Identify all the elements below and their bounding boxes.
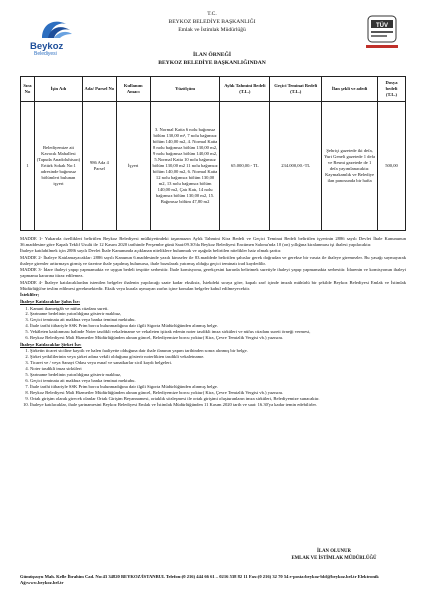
article-2: MADDE 2- İhaleye Katılamayacaklar: 2886 sayılı Kanunun 6.maddesinde yazılı kimseler ile 83.maddede belirtilen şahıslar gerek doğrudan ve gerekse bir vasıta ile ihaleye giremezler. Bu yasağı saymayarak ihaleye girenler arttırmaya girmiş ve üzerine ihale yapılmış bulunursa, ihale bozularak yatırmış olduğu geçici teminatı irad kaydedilir. <box>20 254 406 266</box>
col-header-fee: Dosya bedeli (T.L.) <box>378 77 406 102</box>
beykoz-logo-mark-icon <box>20 14 90 44</box>
header-text <box>100 10 324 34</box>
col-header-announce: İlan şekli ve adedi <box>322 77 378 102</box>
signature-block <box>264 548 404 562</box>
list-item: 10. İhaleye katılacaklar, ihale şartnamesini Beykoz Belediyesi Emlak ve İstimlak Müdürlüğünden 11 Kasım 2020 tarih ve saat: 16.30'ya kadar temin edebilirler. <box>30 402 406 408</box>
signature-line-announce: İLAN OLUNUR <box>317 549 351 554</box>
certification-badge <box>360 12 404 52</box>
col-header-area: Yüzölçüm <box>150 77 220 102</box>
cell-fee: 500,00 <box>378 102 406 231</box>
list-item: 2. Şartname bedelinin yatırıldığına gösterir makbuz, <box>30 311 406 317</box>
list-item: 3. Ticaret ve / veya Sanayi Odası veya esnaf ve sanatkarlar sicil kaydı belgeleri. <box>30 360 406 366</box>
list-item: 4. Noter tasdikli imza sirküleri <box>30 366 406 372</box>
notice-subtitle: BEYKOZ BELEDİYE BAŞKANLIĞINDAN <box>158 60 266 66</box>
notice-body <box>20 236 406 408</box>
cell-monthly: 65.000,00.- TL <box>220 102 270 231</box>
col-header-work: İşin Adı <box>34 77 82 102</box>
list-item: 7. İhale tarihi itibariyle SSK Prim borcu bulunmadığına dair ilgili Sigorta Müdürlüğünden alınmış belge. <box>30 384 406 390</box>
article-3: MADDE 3- İdare ihaleyi yapıp yapmamakta ve uygun bedeli tespitte serbesttir. İhale komisyonu, gerekçesini kararda belirtmek suretiyle ihaleyi yapıp yapmamakta serbesttir. İdarenin ve komisyonun ihaleyi yapmama kararına itiraz edilemez. <box>20 267 406 279</box>
cell-area: 3. Normal Katta 6 nolu bağımsız bölüm 130,00 m², 7 nolu bağımsız bölüm 140,00 m2, 4. Normal Katta 8 nolu bağımsız bölüm 130,00 m2, 9 nolu bağımsız bölüm 140,00 m2, 5.Normal Katta 10 nolu bağımsız bölüm 130,00 m2 11 nolu bağımsız bölüm 140,00 m2, 6. Normal Katta 12 nolu bağımsız bölüm 130,00 m2, 13 nolu bağımsız bölüm 140,00 m2, Çatı Katı, 14 nolu bağımsız bölüm 130,00 m2, 15. Bağımsız bölüm 47,80 m2 <box>150 102 220 231</box>
header-line-department: Emlak ve İstimlak Müdürlüğü <box>178 27 246 33</box>
company-list <box>20 348 406 407</box>
header-line-tc: T.C. <box>207 11 217 17</box>
list-item: 9. Ortak girişim olarak girecek olanlar Ortak Girişim Beyannamesi, ortaklık sözleşmesi ile ortak girişimi oluşturanların imza sirküleri, Belediyemize sunacaktır. <box>30 396 406 402</box>
article-4: MADDE 4- İhaleye katılacaklardan istenilen belgeler ihalenin yapılacağı saate kadar eksiksiz, İstekdeki sıraya göre, kapalı zarf içinde imzalı mühürlü bir şekilde Beykoz Belediyesi Emlak ve İstimlak Müdürlüğü'ne teslim edilmesi gerekmektedir. Eksik veya kurala uymayan zarfın içine konulan belgeler kabul edilmeyecektir. <box>20 279 406 291</box>
list-item: 6. Beykoz Belediyesi Mali Hizmetler Müdürlüğünden alınan güncel, Belediyemize borcu yoktur( Kira, Çevre Temizlik Vergisi vb.) yazısını. <box>30 335 406 341</box>
cell-guarantee: 234.000,00.-TL <box>270 102 322 231</box>
list-item: 4. İhale tarihi itibariyle SSK Prim borcu bulunmadığına dair ilgili Sigorta Müdürlüğünden alınmış belge. <box>30 323 406 329</box>
individuals-list <box>20 306 406 341</box>
list-item: 5. Şartname bedelinin yatırıldığına gösterir makbuz, <box>30 372 406 378</box>
certification-badge-icon <box>360 12 404 52</box>
col-header-no: Sıra No <box>21 77 35 102</box>
cell-work: Belediyemize ait Kavacık Mahallesi (Tapuda Anadoluhisarı) Ertürk Sokak No:1 adresinde bağımsız bölümleri bulunan işyeri <box>34 102 82 231</box>
col-header-parcel: Ada/ Parsel No <box>82 77 116 102</box>
list-item: 5. Vekâleten katılınması halinde Noter tasdikli vekaletname ve vekaleten iştirak edenin noter tasdikli imza sirküleri ve nüfus cüzdanı sureti örneği vermesi, <box>30 329 406 335</box>
cell-parcel: 986 Ada 4 Parsel <box>82 102 116 231</box>
notice-title: İLAN ÖRNEĞİ <box>192 52 232 58</box>
article-1-note: İhaleye katılabilmek için 2886 sayılı Devlet İhale Kanununda açıklanan niteliklere bulunmak ve aşağıda belirtilen nitelikler haiz olmak şarttır. <box>20 248 282 254</box>
cell-announce: Şehriçi gazetede iki defa, Yurt Geneli gazetede 1 defa ve Resmi gazetede de 1 defa yayımlanacaktır. Kaymakamlık ve Belediye ilan panosunda bir hafta <box>322 102 378 231</box>
individuals-title: İhaleye Katılacaklar Şahıs İse: <box>20 299 81 305</box>
header-line-municipality: BEYKOZ BELEDİYE BAŞKANLIĞI <box>168 19 256 25</box>
bidders-label: İstekliler; <box>20 292 40 298</box>
list-item: 6. Geçici teminata ait makbuz veya banka teminat mektubu. <box>30 378 406 384</box>
signature-line-department: EMLAK VE İSTİMLAK MÜDÜRLÜĞÜ <box>291 556 377 561</box>
cert-text: TÜV <box>376 23 388 29</box>
list-item: 2. Şirket yetkililerinin veya şirket adına vekili olduğuna gösterir noterlikten tasdikli vekaletname. <box>30 354 406 360</box>
cell-purpose: İşyeri <box>116 102 150 231</box>
list-item: 1. Kanuni ikametgâh ve nüfus cüzdanı sureti. <box>30 306 406 312</box>
col-header-guarantee: Geçici Teminat Bedeli (T.L.) <box>270 77 322 102</box>
company-title: İhaleye Katılacaklar Şirket İse: <box>20 341 82 347</box>
list-item: 3. Geçici teminata ait makbuz veya banka teminat mektubu. <box>30 317 406 323</box>
logo-sub-text: Belediyesi <box>34 51 57 57</box>
col-header-monthly: Aylık Tahmini Bedeli (T.L.) <box>220 77 270 102</box>
tender-table <box>20 76 406 231</box>
table-header-row <box>21 77 406 102</box>
article-1: MADDE 1- Yukarıda özellikleri belirtilen Beykoz Belediyesi mülkiyetindeki taşınmazın Aylık Tahmini Kira Bedeli ve Geçici Teminat Bedeli belirtilen işyerinin 2886 sayılı Devlet İhale Kanununun 36.maddesine göre Kapalı Teklif Usulü ile 12 Kasım 2020 tarihinde Perşembe günü Saat:09.30'da Beykoz Belediyesi Encümen Salonu'nda 10 (on) yıllığına kiralanması işi ihalesi yapılacaktır. <box>20 236 406 247</box>
table-row <box>21 102 406 231</box>
logo-brand-text: Beykoz <box>30 41 64 52</box>
list-item: 8. Beykoz Belediyesi Mali Hizmetler Müdürlüğünden alınan güncel, Belediyemize borcu yoktur( Kira, Çevre Temizlik Vergisi vb.) yazısını. <box>30 390 406 396</box>
footer-address: Gümüşsuyu Mah. Kelle İbrahim Cad. No:43 34820 BEYKOZ/İSTANBUL Telefon:(0 216) 444 66 61 – 0216 538 82 11 Fax:(0 216) 32 70 54 e-posta:beykoz-bld@beykoz.bel.tr Elektronik Ağ:www.beykoz.bel.tr <box>20 574 379 585</box>
col-header-purpose: Kullanım Amacı <box>116 77 150 102</box>
list-item: 1. Şirketin ticaret siciline kayıtlı ve halen faaliyette olduğuna dair ihale ilanının yapım tarihinden sonra alınmış bir belge. <box>30 348 406 354</box>
cell-no: 1 <box>21 102 35 231</box>
